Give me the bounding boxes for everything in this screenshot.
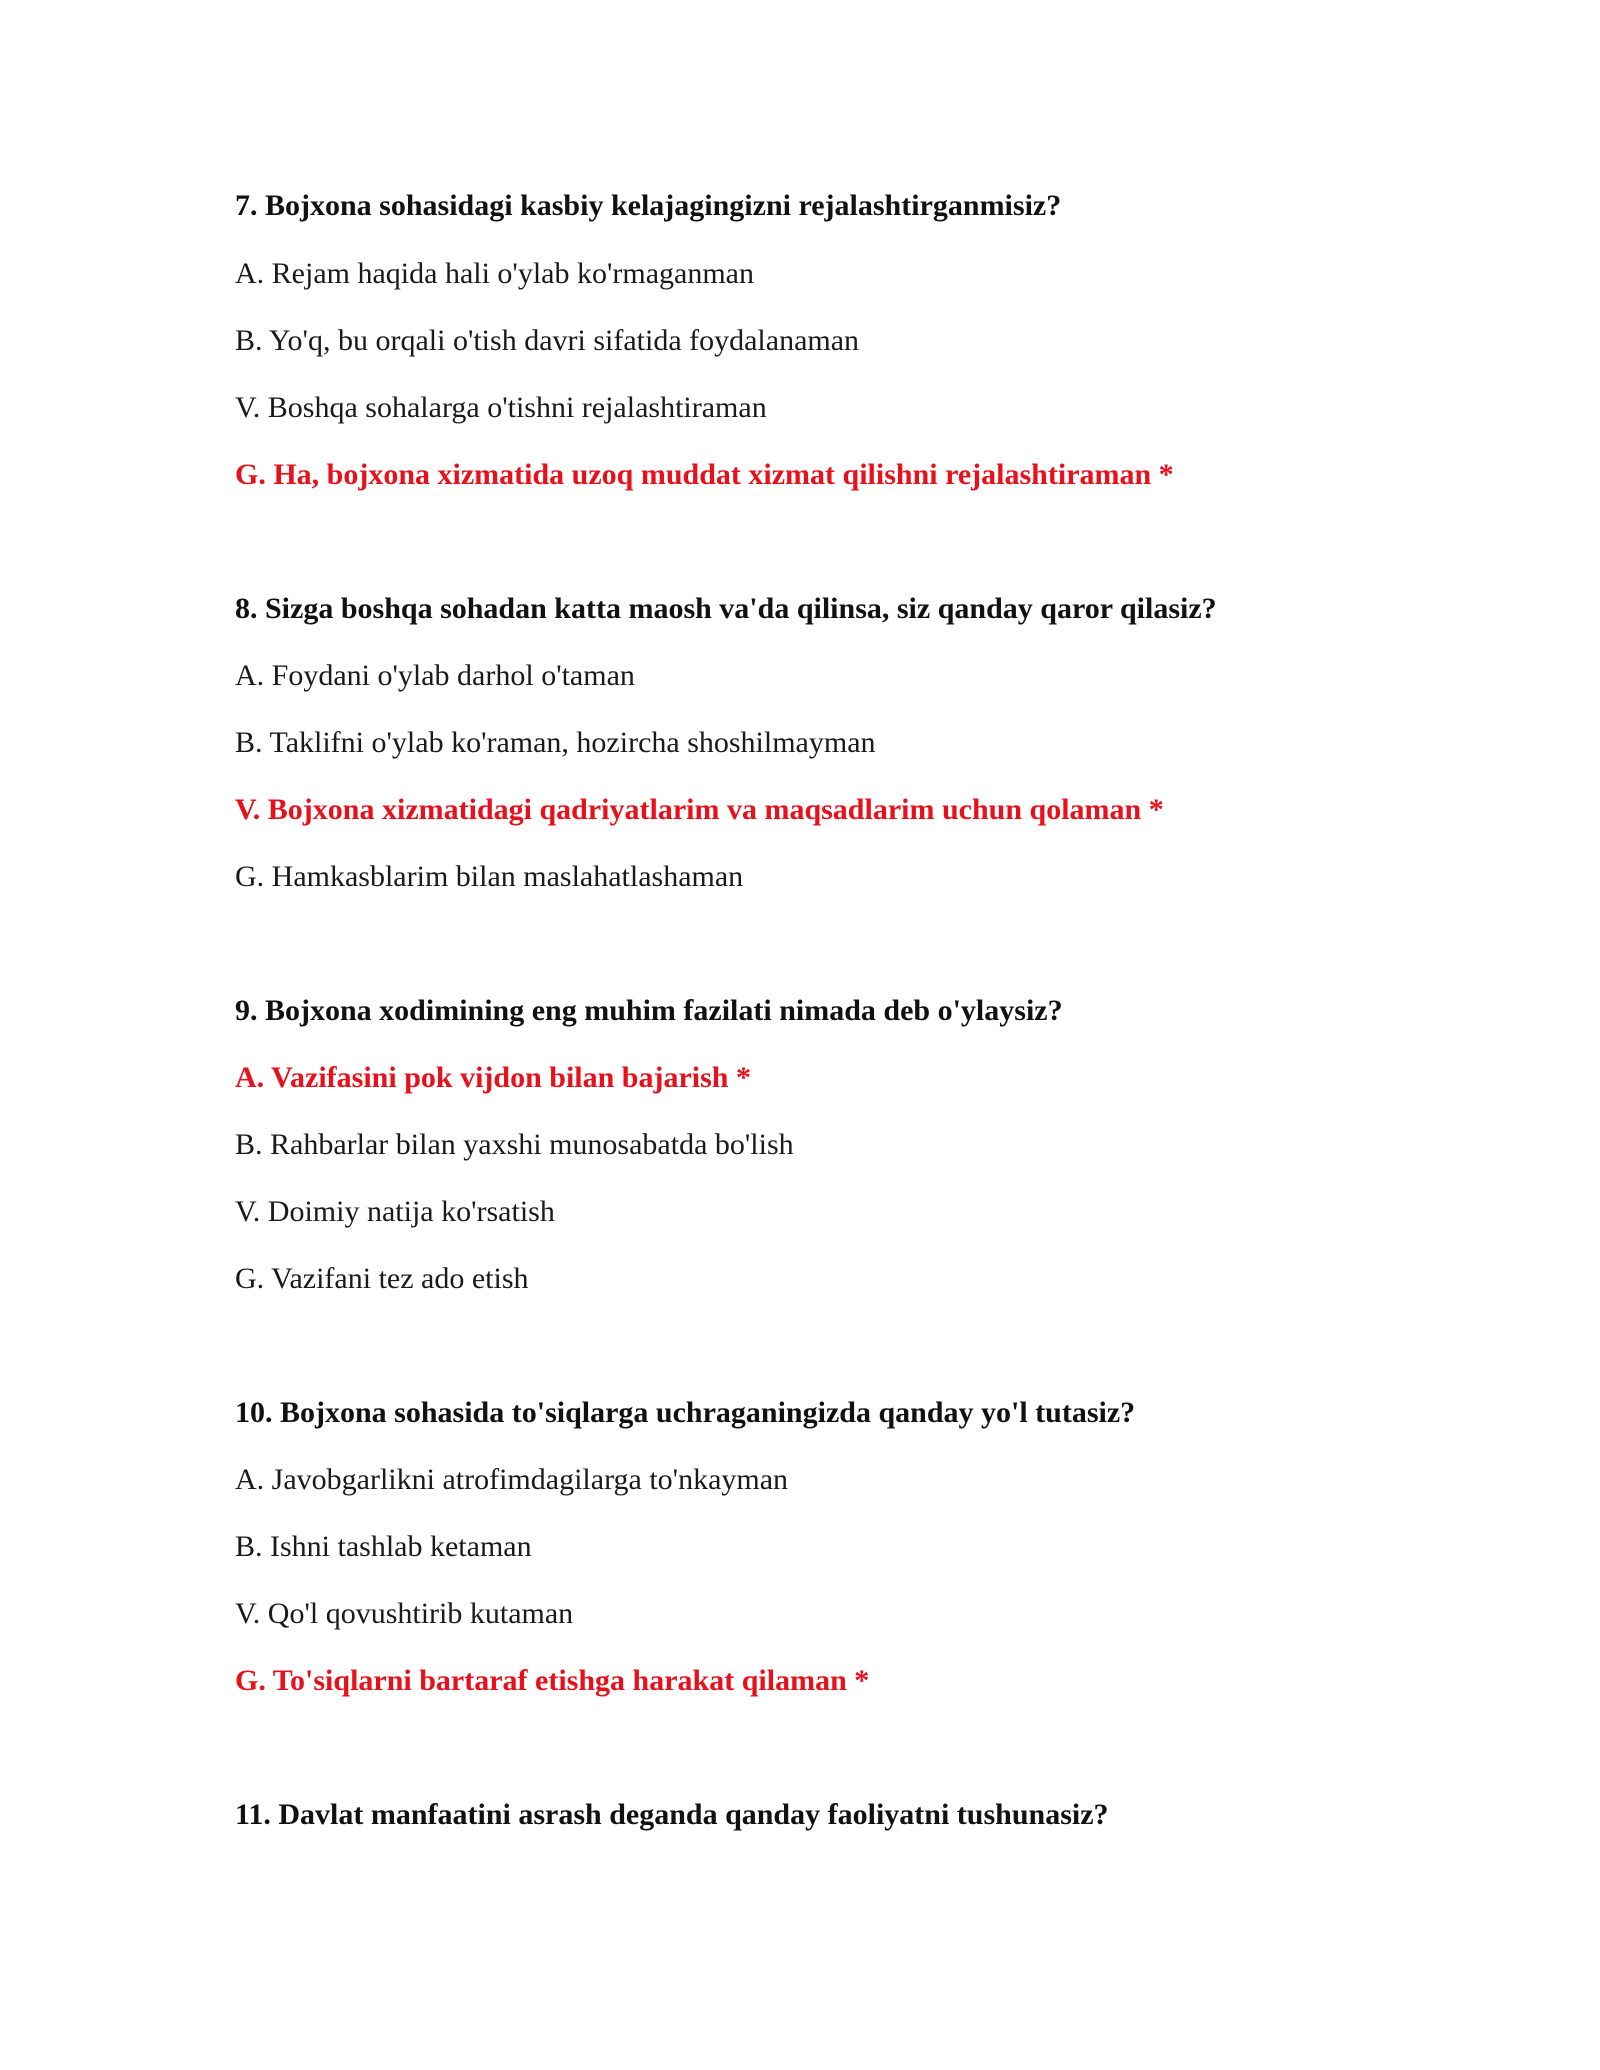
question-8-option-a: A. Foydani o'ylab darhol o'taman bbox=[235, 659, 635, 692]
question-10-option-a: A. Javobgarlikni atrofimdagilarga to'nkayman bbox=[235, 1463, 789, 1496]
question-8: 8. Sizga boshqa sohadan katta maosh va'da qilinsa, siz qanday qaror qilasiz? bbox=[235, 592, 1217, 625]
question-8-option-b: B. Taklifni o'ylab ko'raman, hozircha shoshilmayman bbox=[235, 726, 876, 759]
question-7: 7. Bojxona sohasidagi kasbiy kelajagingizni rejalashtirganmisiz? bbox=[235, 189, 1062, 222]
question-11: 11. Davlat manfaatini asrash deganda qanday faoliyatni tushunasiz? bbox=[235, 1798, 1109, 1831]
question-10-option-g-correct: G. To'siqlarni bartaraf etishga harakat qilaman * bbox=[235, 1664, 870, 1697]
question-7-option-b: B. Yo'q, bu orqali o'tish davri sifatida foydalanaman bbox=[235, 324, 860, 357]
question-9-option-a-correct: A. Vazifasini pok vijdon bilan bajarish * bbox=[235, 1061, 751, 1094]
question-7-option-a: A. Rejam haqida hali o'ylab ko'rmaganman bbox=[235, 257, 754, 290]
question-8-option-v-correct: V. Bojxona xizmatidagi qadriyatlarim va maqsadlarim uchun qolaman * bbox=[235, 793, 1164, 826]
question-10-option-b: B. Ishni tashlab ketaman bbox=[235, 1530, 532, 1563]
question-9-option-b: B. Rahbarlar bilan yaxshi munosabatda bo'lish bbox=[235, 1128, 794, 1161]
question-9-option-g: G. Vazifani tez ado etish bbox=[235, 1262, 529, 1295]
question-8-option-g: G. Hamkasblarim bilan maslahatlashaman bbox=[235, 860, 744, 893]
question-9-option-v: V. Doimiy natija ko'rsatish bbox=[235, 1195, 555, 1228]
question-7-option-v: V. Boshqa sohalarga o'tishni rejalashtiraman bbox=[235, 391, 767, 424]
question-9: 9. Bojxona xodimining eng muhim fazilati nimada deb o'ylaysiz? bbox=[235, 994, 1063, 1027]
question-10-option-v: V. Qo'l qovushtirib kutaman bbox=[235, 1597, 574, 1630]
question-7-option-g-correct: G. Ha, bojxona xizmatida uzoq muddat xizmat qilishni rejalashtiraman * bbox=[235, 458, 1174, 491]
question-10: 10. Bojxona sohasida to'siqlarga uchraganingizda qanday yo'l tutasiz? bbox=[235, 1396, 1136, 1429]
